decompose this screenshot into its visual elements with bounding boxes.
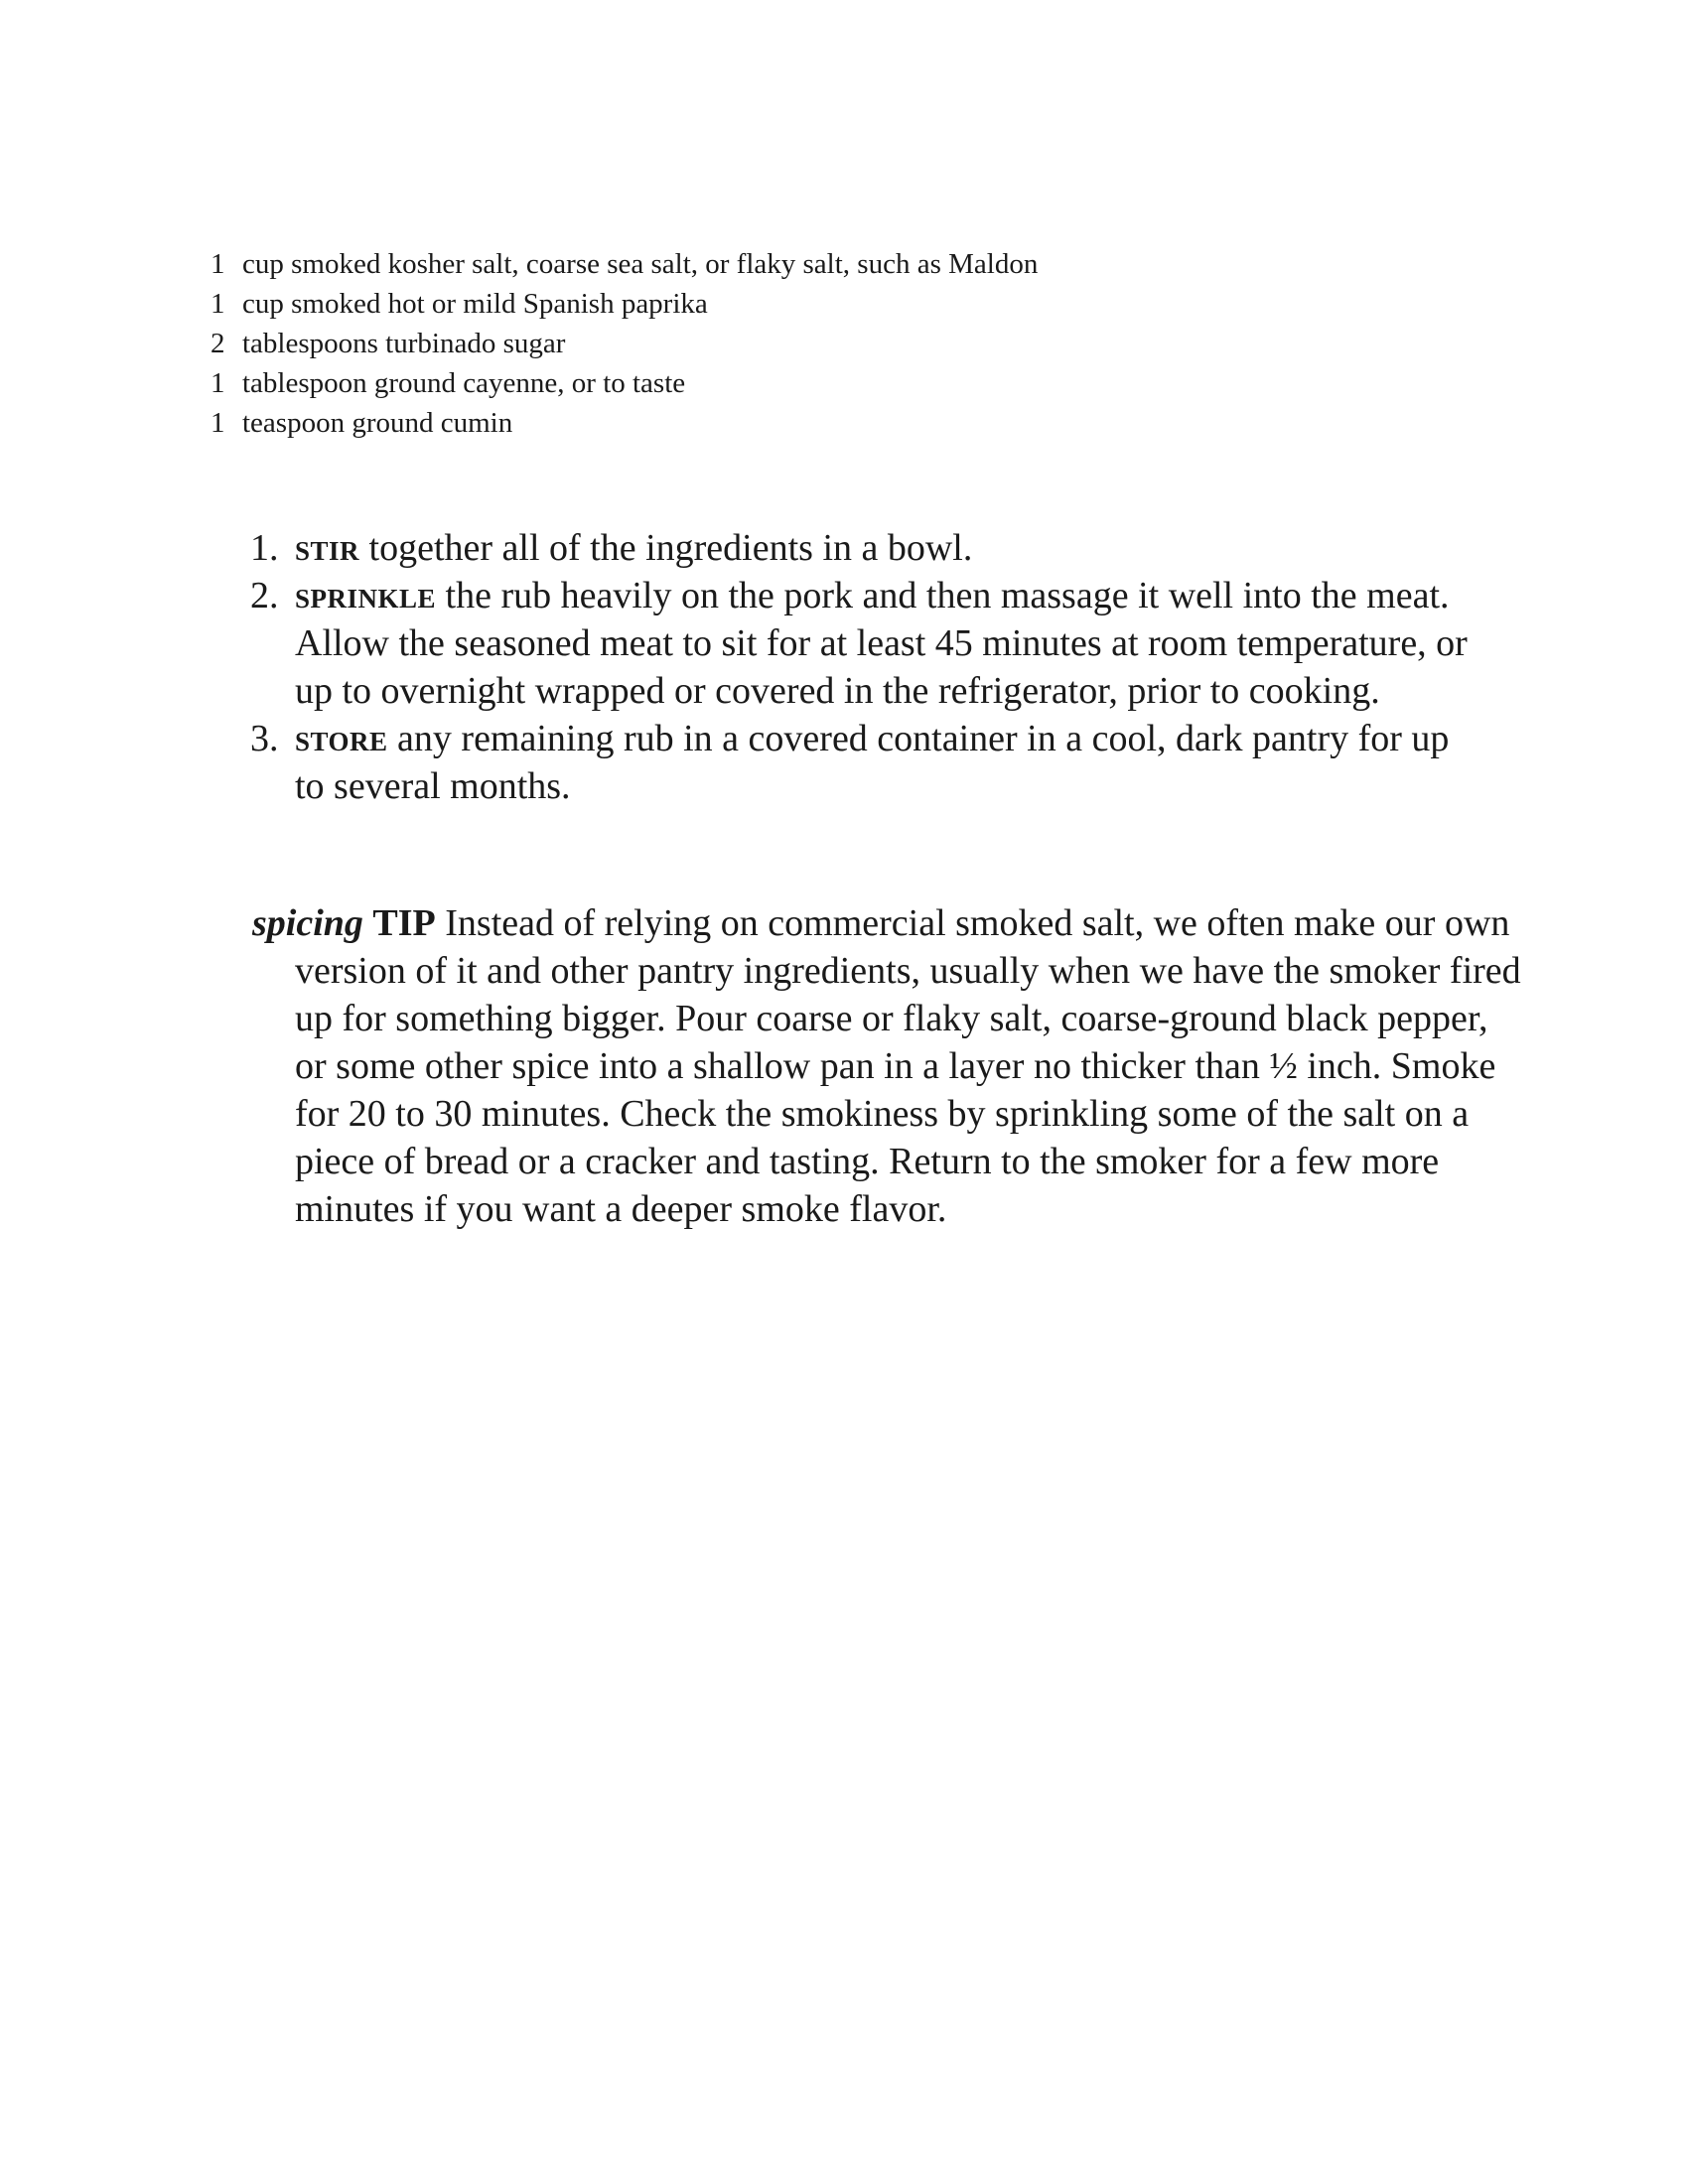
step-body: [295, 715, 1481, 810]
step-text: any remaining rub in a covered container in a cool, dark pantry for up to several months.: [295, 718, 1450, 807]
ingredient-quantity: 1: [211, 367, 225, 399]
ingredient-item: [211, 244, 1203, 284]
step-verb: stir: [295, 527, 360, 569]
ingredient-list: [211, 244, 1203, 443]
method-step: [250, 572, 1481, 715]
ingredient-description: tablespoon ground cayenne, or to taste: [242, 367, 686, 399]
tip-kicker: spicing: [252, 902, 363, 944]
ingredient-quantity: 1: [211, 248, 225, 280]
method-step: [250, 524, 1481, 572]
spicing-tip: [252, 899, 1526, 1233]
ingredient-item: [211, 363, 1203, 403]
ingredient-description: cup smoked hot or mild Spanish paprika: [242, 288, 708, 320]
ingredient-item: [211, 284, 1203, 324]
tip-label: TIP: [372, 902, 436, 944]
ingredient-description: cup smoked kosher salt, coarse sea salt, or flaky salt, such as Maldon: [242, 248, 1039, 280]
ingredient-quantity: 2: [211, 328, 225, 359]
ingredient-quantity: 1: [211, 288, 225, 320]
step-number: 2.: [250, 575, 279, 616]
ingredient-item: [211, 324, 1203, 363]
ingredient-quantity: 1: [211, 407, 225, 439]
step-number: 3.: [250, 718, 279, 759]
ingredient-description: teaspoon ground cumin: [242, 407, 513, 439]
method-steps: [250, 524, 1481, 810]
step-verb: sprinkle: [295, 575, 437, 616]
ingredient-description: tablespoons turbinado sugar: [242, 328, 566, 359]
step-verb: store: [295, 718, 388, 759]
tip-text: Instead of relying on commercial smoked salt, we often make our own version of it and other pantry ingredients, usually when we have the smoker fired up for something bigger. Pour coarse or flaky salt, coarse-ground black pepper, or some other spice into a shallow pan in a layer no thicker than ½ inch. Smoke for 20 to 30 minutes. Check the smokiness by sprinkling some of the salt on a piece of bread or a cracker and tasting. Return to the smoker for a few more minutes if you want a deeper smoke flavor.: [295, 902, 1521, 1230]
method-step: [250, 715, 1481, 810]
step-text: together all of the ingredients in a bowl.: [359, 527, 973, 569]
ingredient-item: [211, 403, 1203, 443]
step-body: [295, 572, 1481, 715]
step-text: the rub heavily on the pork and then massage it well into the meat. Allow the seasoned meat to sit for at least 45 minutes at room temperature, or up to overnight wrapped or covered in the refrigerator, prior to cooking.: [295, 575, 1468, 712]
step-body: [295, 524, 1481, 572]
step-number: 1.: [250, 527, 279, 569]
